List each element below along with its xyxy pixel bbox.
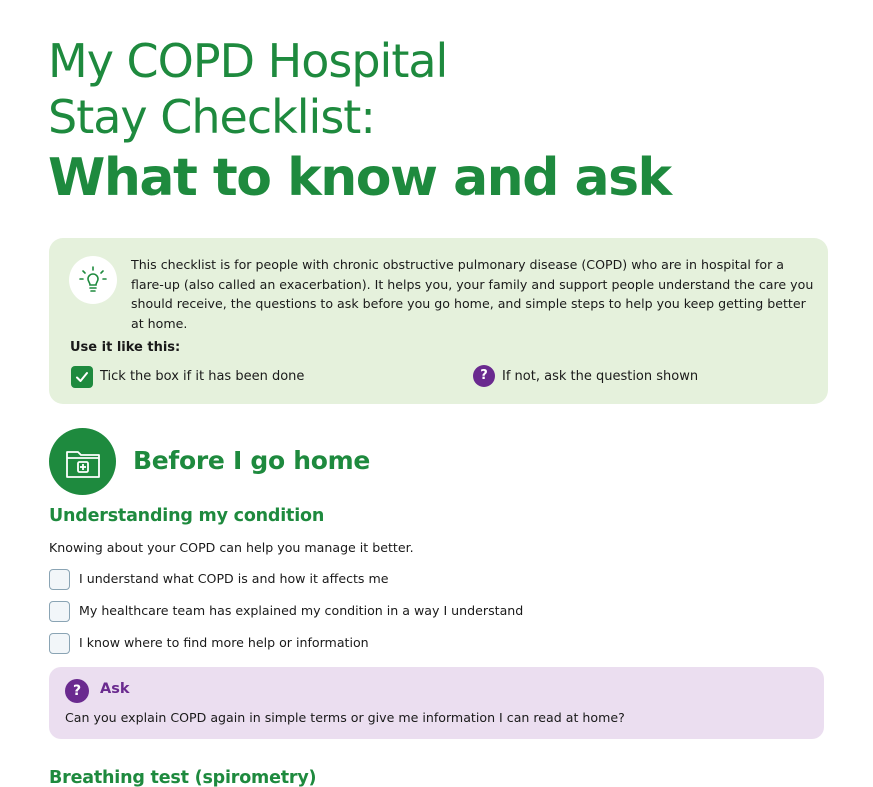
checklist-item-text: My healthcare team has explained my condition in a way I understand bbox=[79, 603, 524, 618]
info-box bbox=[49, 238, 828, 404]
understanding-intro: Knowing about your COPD can help you manage it better. bbox=[49, 540, 414, 555]
legend-question-text: If not, ask the question shown bbox=[502, 369, 699, 384]
use-label: Use it like this: bbox=[70, 340, 181, 355]
question-icon: ? bbox=[65, 679, 89, 703]
title-line-2: Stay Checklist: bbox=[48, 90, 375, 144]
page-title bbox=[48, 34, 671, 214]
understanding-heading: Understanding my condition bbox=[49, 506, 325, 526]
ask-question: Can you explain COPD again in simple terms or give me information I can read at home? bbox=[65, 710, 625, 725]
question-icon: ? bbox=[473, 365, 495, 387]
checklist-item-text: I know where to find more help or information bbox=[79, 635, 369, 650]
ask-box bbox=[49, 667, 824, 739]
info-text: This checklist is for people with chronic obstructive pulmonary disease (COPD) who are in hospital for a flare-up (also called an exacerbation). It helps you, your family and support people understand the care you should receive, the questions to ask before you go home, and simple steps to help you keep getting better at home. bbox=[131, 257, 814, 331]
ask-label: Ask bbox=[100, 681, 130, 697]
checkbox[interactable] bbox=[49, 633, 70, 654]
checklist-item-text: I understand what COPD is and how it affects me bbox=[79, 571, 389, 586]
section-title: Before I go home bbox=[133, 446, 371, 475]
legend-tick-text: Tick the box if it has been done bbox=[100, 369, 305, 384]
lightbulb-icon bbox=[69, 256, 117, 304]
checkbox[interactable] bbox=[49, 601, 70, 622]
title-line-3: What to know and ask bbox=[48, 148, 671, 208]
tick-icon bbox=[71, 366, 93, 388]
medical-folder-icon bbox=[49, 428, 116, 495]
spirometry-heading: Breathing test (spirometry) bbox=[49, 768, 317, 787]
checkbox[interactable] bbox=[49, 569, 70, 590]
title-line-1: My COPD Hospital bbox=[48, 34, 448, 88]
